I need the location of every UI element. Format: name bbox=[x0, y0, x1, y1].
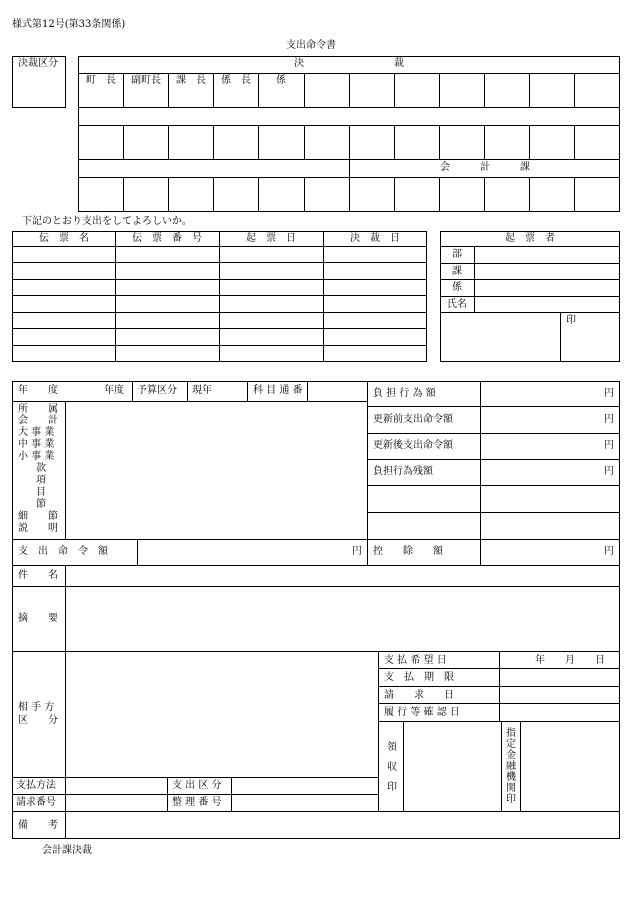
draft-date-header: 起 票 日 bbox=[246, 233, 296, 244]
accounting-label: 会 計 課 bbox=[440, 162, 530, 173]
role-deputy-mayor: 副町長 bbox=[131, 75, 161, 86]
invoice-date-label: 請 求 日 bbox=[384, 690, 454, 701]
desired-pay-date-label: 支 払 希 望 日 bbox=[384, 655, 447, 666]
item-kan: 款 bbox=[36, 463, 46, 474]
role-mayor: 町 長 bbox=[86, 75, 116, 86]
item-mid-project: 中 事 業 bbox=[18, 439, 55, 450]
slip-name-header: 伝 票 名 bbox=[39, 233, 89, 244]
item-account: 会 計 bbox=[18, 415, 58, 426]
remarks-label: 備 考 bbox=[18, 820, 58, 831]
payee-label: 相 手 方 bbox=[18, 702, 55, 713]
item-subsection: 細 節 bbox=[18, 511, 58, 522]
pre-update-amount-label: 更新前支出命令額 bbox=[373, 414, 453, 425]
role-section-chief: 課 長 bbox=[176, 75, 206, 86]
item-description: 説 明 bbox=[18, 523, 58, 534]
item-major-project: 大 事 業 bbox=[18, 427, 55, 438]
pay-method-label: 支払方法 bbox=[16, 780, 56, 791]
slip-number-header: 伝 票 番 号 bbox=[132, 233, 202, 244]
item-kou: 項 bbox=[36, 475, 46, 486]
burden-remaining-label: 負担行為残額 bbox=[373, 466, 433, 477]
subject-label: 件 名 bbox=[18, 570, 58, 581]
approval-category-label: 決裁区分 bbox=[18, 58, 58, 69]
year-label: 年 度 bbox=[18, 385, 58, 396]
page-title: 支出命令書 bbox=[286, 40, 336, 51]
order-amount-label: 支 出 命 令 額 bbox=[18, 546, 108, 557]
yen-1: 円 bbox=[604, 388, 614, 399]
request-text: 下記のとおり支出をしてよろしいか。 bbox=[22, 216, 192, 227]
bank-seal-label: 指 定 金 融 機 関 印 bbox=[506, 728, 516, 805]
item-setsu: 節 bbox=[36, 499, 46, 510]
drafter-title: 起 票 者 bbox=[505, 233, 555, 244]
footer-note: 会計課決裁 bbox=[42, 845, 92, 856]
summary-label: 摘 要 bbox=[18, 613, 58, 624]
deduction-yen: 円 bbox=[604, 546, 614, 557]
drafter-seal-label: 印 bbox=[566, 315, 576, 326]
current-year: 現年 bbox=[192, 385, 212, 396]
yen-4: 円 bbox=[604, 466, 614, 477]
role-unit-chief: 係 長 bbox=[221, 75, 251, 86]
ymd-label: 年 月 日 bbox=[535, 655, 605, 666]
item-dept: 所 属 bbox=[18, 404, 58, 415]
order-yen: 円 bbox=[352, 546, 362, 557]
burden-amount-label: 負 担 行 為 額 bbox=[373, 388, 436, 399]
drafter-unit-label: 係 bbox=[452, 282, 462, 293]
drafter-dept-label: 部 bbox=[452, 249, 462, 260]
deduction-label: 控 除 額 bbox=[373, 546, 443, 557]
fulfillment-date-label: 履 行 等 確 認 日 bbox=[384, 707, 460, 718]
post-update-amount-label: 更新後支出命令額 bbox=[373, 440, 453, 451]
year-suffix: 年度 bbox=[104, 385, 124, 396]
item-moku: 目 bbox=[36, 487, 46, 498]
drafter-name-label: 氏名 bbox=[447, 299, 467, 310]
approval-date-header: 決 裁 日 bbox=[350, 233, 400, 244]
item-minor-project: 小 事 業 bbox=[18, 451, 55, 462]
pay-kind-label: 支 出 区 分 bbox=[172, 780, 222, 791]
role-staff: 係 bbox=[276, 75, 286, 86]
pay-deadline-label: 支 払 期 限 bbox=[384, 672, 454, 683]
receipt-seal-label: 領 収 印 bbox=[387, 742, 397, 793]
main-form bbox=[12, 381, 620, 839]
payee-kind-label: 区 分 bbox=[18, 715, 58, 726]
budget-kind-label: 予算区分 bbox=[137, 385, 177, 396]
yen-3: 円 bbox=[604, 440, 614, 451]
form-number: 様式第12号(第33条関係) bbox=[12, 19, 126, 30]
account-number-label: 科 目 通 番 bbox=[253, 385, 303, 396]
yen-2: 円 bbox=[604, 414, 614, 425]
decision-label: 決 裁 bbox=[294, 58, 404, 69]
reference-number-label: 整 理 番 号 bbox=[172, 797, 222, 808]
invoice-number-label: 請求番号 bbox=[16, 797, 56, 808]
drafter-section-label: 課 bbox=[452, 266, 462, 277]
